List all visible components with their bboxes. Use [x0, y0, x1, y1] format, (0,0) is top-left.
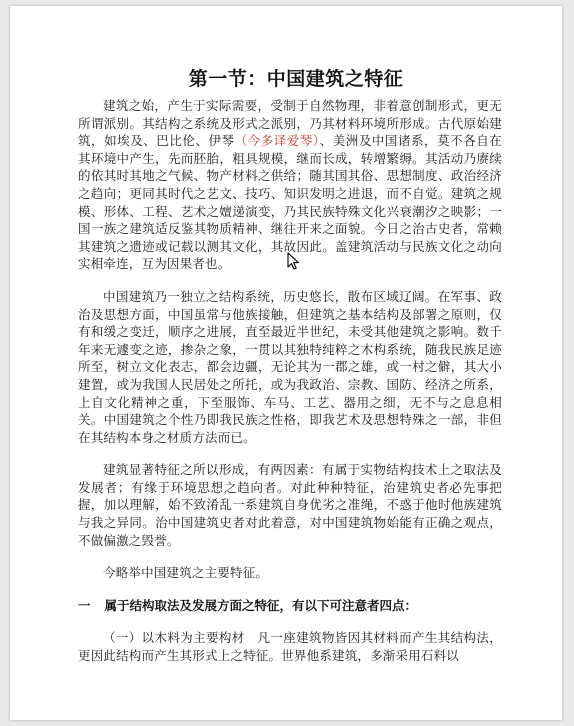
paragraph-5: （一）以木料为主要构材 凡一座建筑物皆因其材料而产生其结构法，更因此结构而产生其形式上之特征。世界他系建筑，多渐采用石料以	[78, 630, 502, 664]
section-heading-number: 一	[78, 597, 91, 613]
page-title: 第一节：中国建筑之特征	[188, 68, 404, 90]
paragraph-1-text-a: 建筑之始，产生于实际需要，受制于自然物理，非着意创制形式，更无所谓派别。其结构之系统及形式之派别，乃其材料环境所形成。古代原始建筑，如埃及、巴比伦、伊琴	[78, 98, 502, 149]
mouse-pointer-icon	[287, 252, 301, 270]
document-page	[10, 6, 562, 720]
section-heading-text: 属于结构取法及发展方面之特征，有以下可注意者四点：	[104, 597, 418, 613]
paragraph-2: 中国建筑乃一独立之结构系统，历史悠长，散布区域辽阔。在军事、政治及思想方面，中国虽常与他族接触，但建筑之基本结构及部署之原则，仅有和缓之变迁，顺序之进展，直至最近半世纪，未受其他建筑之影响。数千年来无遽变之迹，掺杂之象，一贯以其独特纯粹之木构系统，随我民族足迹所至，树立文化表志，都会边疆，无论其为一郡之雄，或一村之僻，其大小建置，或为我国人民居处之所托，或为我政治、宗教、国防、经济之所系，上自文化精神之重，下至服饰、车马、工艺、器用之细，无不与之息息相关。中国建筑之个性乃即我民族之性格，即我艺术及思想特殊之一部，非但在其结构本身之材质方法而已。	[78, 288, 502, 445]
paragraph-1	[78, 97, 502, 273]
paragraph-1-text-b: 、美洲及中国诸系，莫不各自在其环境中产生，先而胚胎，粗具规模，继而长成，转增繁缛。其活动乃赓续的依其时其地之气候、物产材料之供给；随其国其俗、思想制度、政治经济之趋向；更同其时代之艺文、技巧、知识发明之进退，而不自觉。建筑之规模、形体、工程、艺术之嬗递演变，乃其民族特殊文化兴衰潮汐之映影；一国一族之建筑适反鉴其物质精神、继往开来之面貌。今日之治古史者，常赖其建筑之遗迹或记载以测其文化，其故因此。盖建筑活动与民族文化之动向实相牵连，互为因果者也。	[78, 133, 502, 272]
translation-note: （今多译爱琴）	[234, 133, 320, 149]
section-heading	[78, 597, 502, 615]
paragraph-4: 今略举中国建筑之主要特征。	[103, 565, 269, 581]
paragraph-3: 建筑显著特征之所以形成，有两因素：有属于实物结构技术上之取法及发展者；有缘于环境思想之趋向者。对此种种特征，治建筑史者必先事把握，加以理解，始不致淆乱一系建筑自身优劣之准绳，不惑于他时他族建筑与我之异同。治中国建筑史者对此着意，对中国建筑物始能有正确之观点，不做偏激之毁誉。	[78, 462, 502, 548]
